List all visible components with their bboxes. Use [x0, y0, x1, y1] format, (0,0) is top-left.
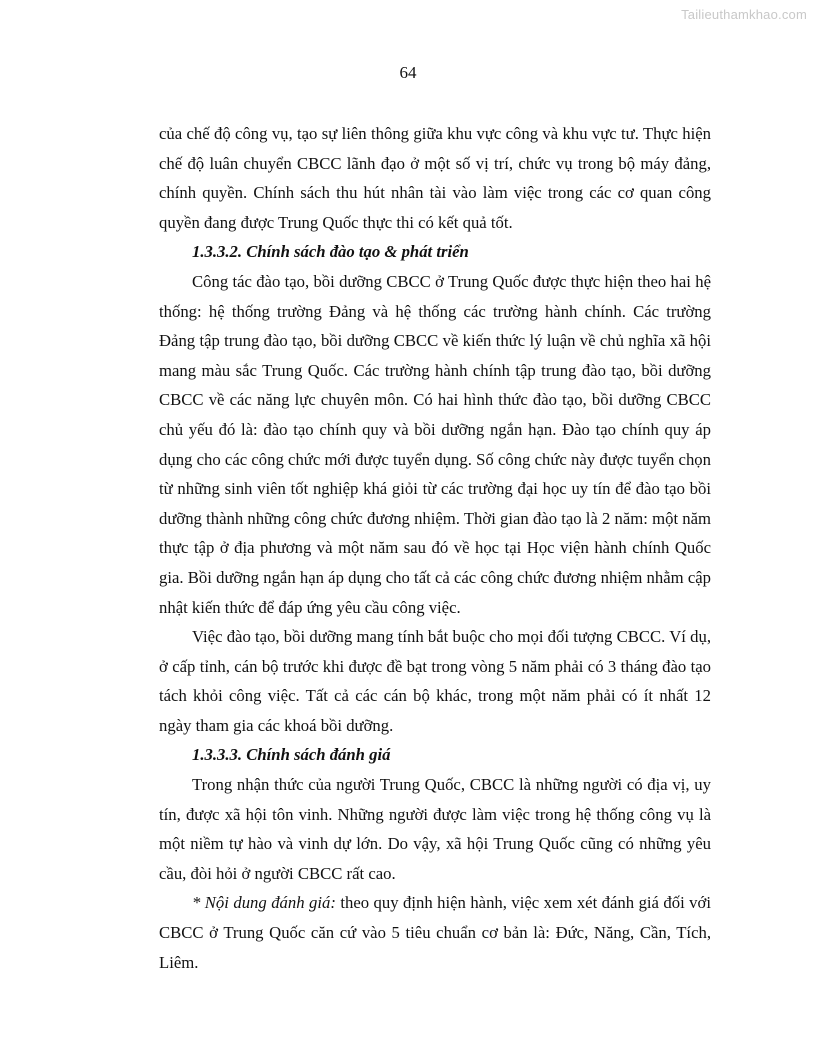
watermark: Tailieuthamkhao.com [681, 7, 807, 22]
paragraph-continuation: của chế độ công vụ, tạo sự liên thông giữa khu vực công và khu vực tư. Thực hiện chế độ luân chuyển CBCC lãnh đạo ở một số vị trí, chức vụ trong bộ máy đảng, chính quyền. Chính sách thu hút nhân tài vào làm việc trong các cơ quan công quyền đang được Trung Quốc thực thi có kết quả tốt. [159, 124, 711, 232]
page-number: 64 [399, 63, 417, 82]
paragraph-training-systems: Công tác đào tạo, bồi dưỡng CBCC ở Trung Quốc được thực hiện theo hai hệ thống: hệ thống trường Đảng và hệ thống các trường hành chính. Các trường Đảng tập trung đào tạo, bồi dưỡng CBCC về kiến thức lý luận về chủ nghĩa xã hội mang màu sắc Trung Quốc. Các trường hành chính tập trung đào tạo, bồi dưỡng CBCC về các năng lực chuyên môn. Có hai hình thức đào tạo, bồi dưỡng CBCC chủ yếu đó là: đào tạo chính quy và bồi dưỡng ngắn hạn. Đào tạo chính quy áp dụng cho các công chức mới được tuyển dụng. Số công chức này được tuyển chọn từ những sinh viên tốt nghiệp khá giỏi từ các trường đại học uy tín để đào tạo bồi dưỡng thành những công chức đương nhiệm. Thời gian đào tạo là 2 năm: một năm thực tập ở địa phương và một năm sau đó về học tại Học viện hành chính Quốc gia. Bồi dưỡng ngắn hạn áp dụng cho tất cả các công chức đương nhiệm nhằm cập nhật kiến thức để đáp ứng yêu cầu công việc. [159, 271, 711, 617]
section-heading-evaluation: 1.3.3.3. Chính sách đánh giá [192, 745, 391, 765]
document-body [159, 119, 711, 977]
paragraph-evaluation-content [159, 888, 711, 977]
section-heading-training: 1.3.3.2. Chính sách đào tạo & phát triển [192, 242, 469, 262]
paragraph-mandatory-training: Việc đào tạo, bồi dưỡng mang tính bắt buộc cho mọi đối tượng CBCC. Ví dụ, ở cấp tỉnh, cán bộ trước khi được đề bạt trong vòng 5 năm phải có 3 tháng đào tạo tách khỏi công việc. Tất cả các cán bộ khác, trong một năm phải có ít nhất 12 ngày tham gia các khoá bồi dưỡng. [159, 627, 711, 735]
evaluation-content-text: theo quy định hiện hành, việc xem xét đánh giá đối với CBCC ở Trung Quốc căn cứ vào 5 tiêu chuẩn cơ bản là: Đức, Năng, Cần, Tích, Liêm. [159, 893, 711, 972]
paragraph-public-perception: Trong nhận thức của người Trung Quốc, CBCC là những người có địa vị, uy tín, được xã hội tôn vinh. Những người được làm việc trong hệ thống công vụ là một niềm tự hào và vinh dự lớn. Do vậy, xã hội Trung Quốc cũng có những yêu cầu, đòi hỏi ở người CBCC rất cao. [159, 775, 711, 883]
evaluation-content-lead-in: * Nội dung đánh giá: [192, 893, 336, 913]
